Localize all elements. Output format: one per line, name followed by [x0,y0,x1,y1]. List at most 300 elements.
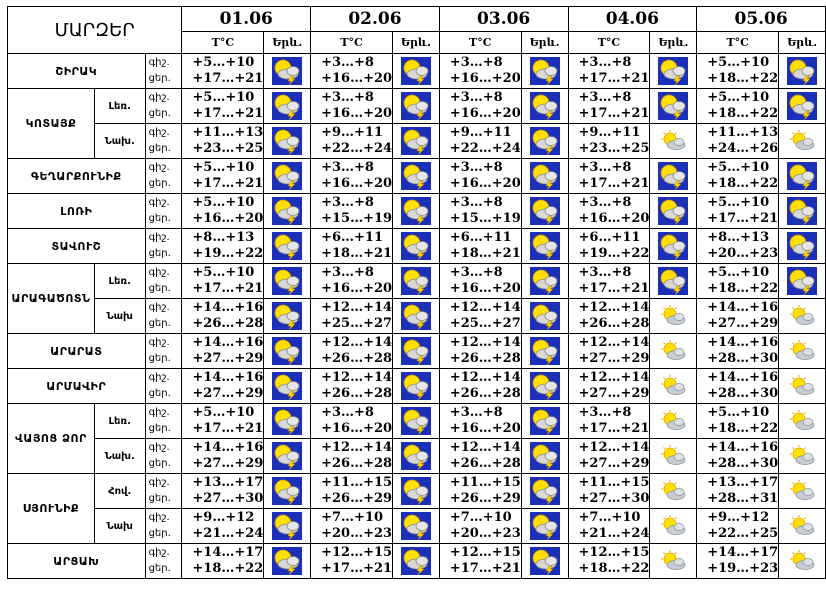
partly-cloudy-icon [779,409,825,433]
storm-icon [522,477,568,505]
day-label: ցեր. [148,283,171,294]
temp-cell [311,404,393,439]
weather-cell [650,54,697,89]
night-label: գիշ. [148,302,170,313]
region-row [8,334,826,369]
day-temp: +20…+23 [321,526,393,541]
partly-cloudy-icon [650,514,696,538]
region-row [8,474,826,509]
temp-cell [697,89,779,124]
storm-icon [522,547,568,575]
date-row [8,7,826,32]
storm-icon [264,267,310,295]
day-temp: +25…+27 [449,316,521,331]
partly-cloudy-icon [779,514,825,538]
night-temp: +13…+17 [192,475,264,490]
zone-label: Նախ. [94,439,145,474]
night-temp: +12…+14 [321,440,393,455]
weather-cell [521,544,568,579]
weather-cell [393,159,440,194]
temp-cell [697,369,779,404]
weather-cell [779,264,826,299]
forecast-table [7,6,826,579]
time-labels [145,509,182,544]
storm-icon [393,92,439,120]
time-labels [145,89,182,124]
temp-cell [311,229,393,264]
region-name: ԱՐԱԳԱԾՈՏՆ [8,264,95,334]
zone-label: Լեռ. [94,404,145,439]
storm-icon [393,547,439,575]
day-temp: +23…+25 [192,141,264,156]
night-temp: +12…+15 [321,545,393,560]
day-temp: +27…+29 [578,456,650,471]
night-temp: +3…+8 [321,90,374,105]
temp-cell [182,439,264,474]
night-temp: +6…+11 [321,230,384,245]
weather-cell [779,544,826,579]
storm-icon [779,92,825,120]
weather-cell [264,89,311,124]
temp-cell [697,509,779,544]
day-temp: +16…+20 [321,421,393,436]
day-temp: +16…+20 [321,281,393,296]
weather-cell [779,509,826,544]
day-temp: +17…+21 [192,421,264,436]
temp-cell [568,544,650,579]
night-temp: +3…+8 [321,265,374,280]
temp-cell [697,194,779,229]
day-temp: +25…+27 [321,316,393,331]
night-temp: +3…+8 [449,405,503,420]
temp-cell [697,159,779,194]
weather-cell [393,264,440,299]
storm-icon [650,267,696,295]
night-temp: +3…+8 [321,160,374,175]
night-temp: +3…+8 [449,265,503,280]
weather-cell [393,124,440,159]
storm-icon [264,372,310,400]
night-label: գիշ. [148,267,170,278]
temp-cell [311,334,393,369]
day-temp: +26…+28 [449,456,521,471]
day-temp: +24…+26 [707,141,779,156]
night-temp: +5…+10 [707,195,770,210]
region-row [8,89,826,124]
night-label: գիշ. [148,127,170,138]
weather-cell [779,229,826,264]
day-temp: +27…+29 [192,386,264,401]
day-label: ցեր. [148,563,171,574]
night-temp: +14…+16 [707,370,779,385]
temp-cell [311,439,393,474]
temp-cell [697,334,779,369]
region-name: ՏԱՎՈՒՇ [8,229,146,264]
day-temp: +26…+28 [578,316,650,331]
temp-cell [568,124,650,159]
day-temp: +22…+25 [707,526,779,541]
weather-cell [650,124,697,159]
region-row [8,544,826,579]
date-header: 04.06 [568,7,697,32]
temp-cell [439,544,521,579]
weather-cell [393,194,440,229]
storm-icon [393,232,439,260]
night-label: գիշ. [148,442,170,453]
day-temp: +17…+21 [578,106,650,121]
temp-cell [568,509,650,544]
storm-icon [522,197,568,225]
day-temp: +27…+29 [578,386,650,401]
weather-cell [393,509,440,544]
weather-cell [393,369,440,404]
storm-icon [779,162,825,190]
night-temp: +11…+15 [449,475,521,490]
temp-cell [182,159,264,194]
storm-icon [779,197,825,225]
temp-cell [697,229,779,264]
weather-cell [393,89,440,124]
temp-cell [568,334,650,369]
day-temp: +16…+20 [449,106,521,121]
zone-label: Նախ. [94,124,145,159]
region-name: ԱՐՑԱԽ [8,544,146,579]
night-temp: +12…+14 [578,370,650,385]
night-temp: +8…+13 [707,230,770,245]
temp-cell [568,299,650,334]
zone-label: Լեռ. [94,89,145,124]
night-label: գիշ. [148,512,170,523]
time-labels [145,439,182,474]
storm-icon [264,337,310,365]
region-row [8,54,826,89]
storm-icon [264,407,310,435]
day-temp: +22…+24 [321,141,393,156]
weather-cell [264,474,311,509]
temp-column-header: T°C [568,32,650,54]
day-label: ցեր. [148,213,171,224]
region-name: ՇԻՐԱԿ [8,54,146,89]
temp-column-header: T°C [311,32,393,54]
temp-cell [182,229,264,264]
night-temp: +5…+10 [707,55,770,70]
day-temp: +17…+21 [578,421,650,436]
partly-cloudy-icon [650,374,696,398]
night-temp: +7…+10 [578,510,641,525]
weather-cell [521,509,568,544]
day-label: ցեր. [148,458,171,469]
temp-cell [439,89,521,124]
day-temp: +16…+20 [321,176,393,191]
night-temp: +12…+14 [449,370,521,385]
weather-cell [264,439,311,474]
temp-column-header: T°C [182,32,264,54]
weather-cell [779,54,826,89]
night-temp: +12…+15 [449,545,521,560]
night-temp: +12…+14 [578,335,650,350]
temp-cell [568,89,650,124]
storm-icon [522,372,568,400]
night-temp: +9…+12 [707,510,770,525]
temp-cell [182,124,264,159]
partly-cloudy-icon [779,549,825,573]
weather-cell [779,89,826,124]
partly-cloudy-icon [779,304,825,328]
storm-icon [393,197,439,225]
storm-icon [522,442,568,470]
night-temp: +11…+13 [707,125,779,140]
temp-cell [182,194,264,229]
weather-cell [650,439,697,474]
day-label: ցեր. [148,178,171,189]
weather-cell [264,229,311,264]
weather-cell [650,369,697,404]
date-header: 02.06 [311,7,440,32]
temp-cell [182,89,264,124]
night-temp: +12…+14 [449,300,521,315]
temp-cell [182,369,264,404]
day-label: ցեր. [148,353,171,364]
night-temp: +12…+14 [578,440,650,455]
night-temp: +5…+10 [192,405,255,420]
day-temp: +28…+30 [707,456,779,471]
region-row [8,229,826,264]
temp-cell [568,54,650,89]
night-temp: +9…+11 [578,125,641,140]
weather-cell [521,474,568,509]
day-temp: +16…+20 [449,71,521,86]
day-temp: +20…+23 [707,246,779,261]
night-temp: +11…+13 [192,125,264,140]
weather-cell [264,334,311,369]
day-temp: +26…+28 [321,386,393,401]
night-temp: +5…+10 [707,405,770,420]
partly-cloudy-icon [650,129,696,153]
temp-cell [697,54,779,89]
storm-icon [393,512,439,540]
day-temp: +16…+20 [449,421,521,436]
night-label: գիշ. [148,372,170,383]
day-temp: +28…+30 [707,386,779,401]
weather-cell [521,89,568,124]
day-temp: +18…+22 [707,106,779,121]
weather-cell [521,299,568,334]
weather-cell [521,369,568,404]
night-label: գիշ. [148,232,170,243]
weather-cell [650,544,697,579]
time-labels [145,264,182,299]
temp-cell [439,404,521,439]
night-temp: +3…+8 [449,90,503,105]
night-temp: +14…+16 [192,370,264,385]
time-labels [145,54,182,89]
temp-cell [182,404,264,439]
temp-cell [182,544,264,579]
weather-cell [264,544,311,579]
temp-cell [568,369,650,404]
night-temp: +9…+11 [449,125,512,140]
temp-cell [568,159,650,194]
temp-cell [182,299,264,334]
day-temp: +16…+20 [449,176,521,191]
storm-icon [264,232,310,260]
night-temp: +5…+10 [192,90,255,105]
time-labels [145,334,182,369]
temp-cell [439,264,521,299]
night-temp: +3…+8 [578,90,632,105]
night-temp: +8…+13 [192,230,255,245]
night-temp: +14…+16 [707,300,779,315]
partly-cloudy-icon [779,479,825,503]
temp-cell [311,54,393,89]
weather-cell [779,159,826,194]
temp-cell [182,54,264,89]
weather-cell [650,194,697,229]
partly-cloudy-icon [779,129,825,153]
weather-cell [393,299,440,334]
temp-cell [568,194,650,229]
night-temp: +3…+8 [449,195,503,210]
day-temp: +26…+28 [321,456,393,471]
weather-cell [521,194,568,229]
day-temp: +18…+21 [321,246,393,261]
weather-cell [264,369,311,404]
partly-cloudy-icon [650,409,696,433]
day-temp: +18…+22 [707,281,779,296]
region-row [8,299,826,334]
time-labels [145,404,182,439]
storm-icon [779,232,825,260]
day-temp: +17…+21 [707,211,779,226]
night-label: գիշ. [148,477,170,488]
night-temp: +12…+14 [449,440,521,455]
storm-icon [650,197,696,225]
day-temp: +17…+21 [578,281,650,296]
time-labels [145,544,182,579]
temp-cell [439,194,521,229]
temp-cell [311,544,393,579]
temp-cell [182,264,264,299]
weather-cell [779,124,826,159]
storm-icon [522,232,568,260]
region-row [8,124,826,159]
icon-column-header: Երև. [521,32,568,54]
day-temp: +17…+21 [192,176,264,191]
icon-column-header: Երև. [264,32,311,54]
weather-cell [264,509,311,544]
day-temp: +27…+29 [707,316,779,331]
region-name: ԿՈՏԱՅՔ [8,89,95,159]
night-temp: +14…+16 [707,335,779,350]
temp-cell [311,264,393,299]
weather-cell [650,509,697,544]
temp-cell [311,89,393,124]
weather-cell [779,404,826,439]
forecast-body [8,54,826,579]
night-temp: +5…+10 [192,195,255,210]
day-temp: +26…+29 [321,491,393,506]
storm-icon [522,127,568,155]
night-temp: +9…+11 [321,125,384,140]
night-temp: +14…+17 [707,545,779,560]
storm-icon [779,57,825,85]
day-temp: +21…+24 [192,526,264,541]
day-temp: +26…+28 [449,386,521,401]
zone-label: Լեռ. [94,264,145,299]
storm-icon [393,372,439,400]
storm-icon [264,302,310,330]
day-temp: +27…+30 [578,491,650,506]
night-temp: +12…+14 [321,300,393,315]
night-temp: +12…+14 [449,335,521,350]
night-temp: +3…+8 [578,265,632,280]
partly-cloudy-icon [650,479,696,503]
day-temp: +16…+20 [192,211,264,226]
temp-cell [697,404,779,439]
weather-cell [650,89,697,124]
day-label: ցեր. [148,423,171,434]
temp-cell [311,474,393,509]
weather-cell [779,474,826,509]
day-temp: +18…+22 [192,561,264,576]
region-row [8,194,826,229]
storm-icon [393,162,439,190]
weather-cell [650,159,697,194]
night-label: գիշ. [148,92,170,103]
region-name: ԱՐԱՐԱՏ [8,334,146,369]
day-label: ցեր. [148,388,171,399]
day-temp: +28…+31 [707,491,779,506]
weather-cell [521,439,568,474]
region-row [8,264,826,299]
night-temp: +3…+8 [321,405,374,420]
temp-cell [182,474,264,509]
storm-icon [522,337,568,365]
temp-cell [311,124,393,159]
night-label: գիշ. [148,162,170,173]
time-labels [145,229,182,264]
storm-icon [522,512,568,540]
night-temp: +9…+12 [192,510,255,525]
night-temp: +5…+10 [707,265,770,280]
weather-cell [521,264,568,299]
storm-icon [650,232,696,260]
storm-icon [393,127,439,155]
storm-icon [393,337,439,365]
night-temp: +3…+8 [578,160,632,175]
weather-cell [779,194,826,229]
temp-cell [311,299,393,334]
night-temp: +12…+15 [578,545,650,560]
region-name: ԼՈՌԻ [8,194,146,229]
storm-icon [264,512,310,540]
day-temp: +16…+20 [578,211,650,226]
weather-cell [650,334,697,369]
night-temp: +5…+10 [192,55,255,70]
weather-cell [393,404,440,439]
storm-icon [264,442,310,470]
day-temp: +17…+21 [578,71,650,86]
day-temp: +16…+20 [321,71,393,86]
storm-icon [393,442,439,470]
storm-icon [264,197,310,225]
weather-cell [393,544,440,579]
day-temp: +17…+21 [192,106,264,121]
temp-cell [697,544,779,579]
night-temp: +3…+8 [578,195,632,210]
day-temp: +26…+28 [449,351,521,366]
partly-cloudy-icon [650,444,696,468]
